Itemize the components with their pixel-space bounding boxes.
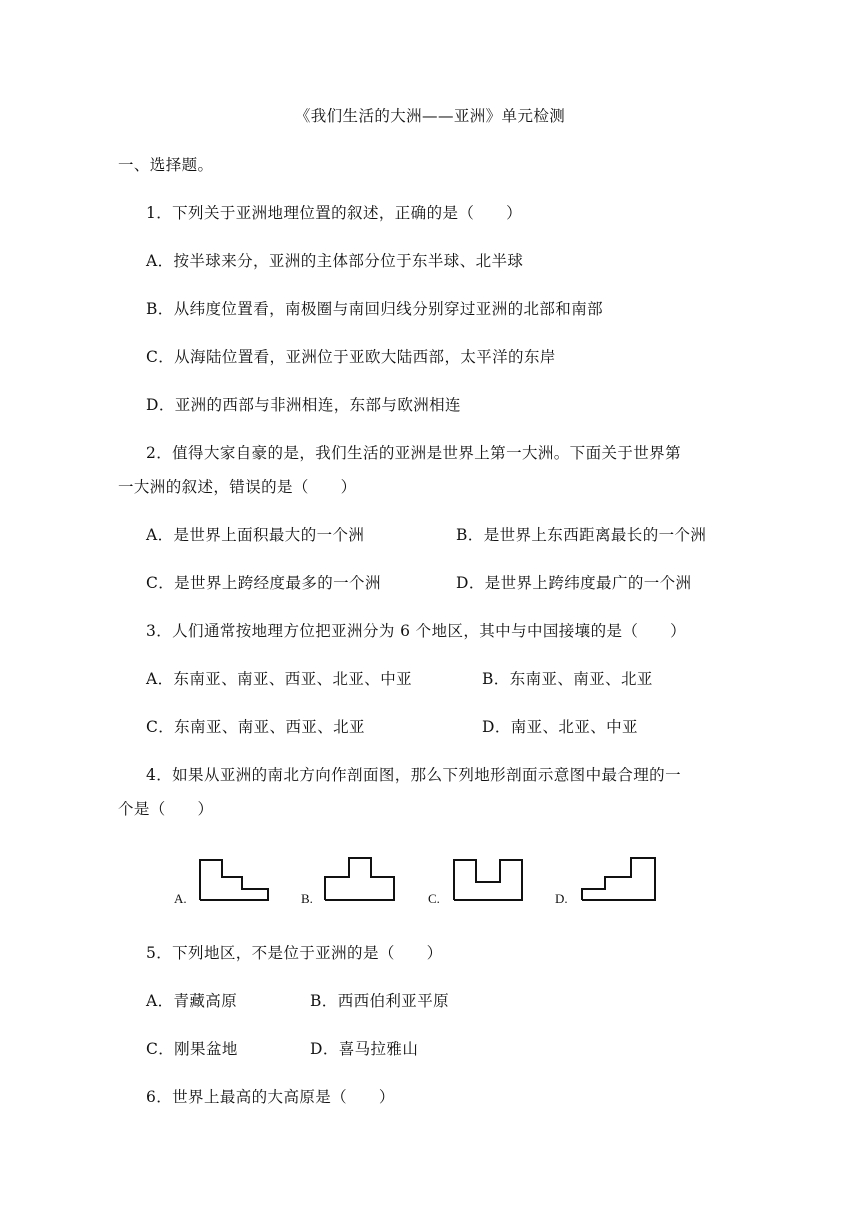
q1-option-a: A．按半球来分，亚洲的主体部分位于东半球、北半球 [146, 252, 524, 270]
q6-stem: 6．世界上最高的大高原是（ ） [146, 1088, 395, 1106]
profile-shape-c [426, 855, 531, 905]
section-heading: 一、选择题。 [118, 156, 214, 174]
q1-option-d: D．亚洲的西部与非洲相连，东部与欧洲相连 [146, 396, 461, 414]
profile-diagram-c [426, 855, 531, 905]
q2-option-b: B．是世界上东西距离最长的一个洲 [456, 526, 707, 544]
document-title: 《我们生活的大洲——亚洲》单元检测 [294, 107, 566, 125]
profile-diagram-b [299, 855, 404, 905]
q1-option-b: B．从纬度位置看，南极圈与南回归线分别穿过亚洲的北部和南部 [146, 300, 603, 318]
profile-shape-d [553, 855, 661, 905]
q2-stem-line2: 一大洲的叙述，错误的是（ ） [118, 478, 357, 496]
diagram-label-b: B. [301, 891, 313, 906]
q3-option-c: C．东南亚、南亚、西亚、北亚 [146, 718, 365, 736]
q4-stem-line1: 4．如果从亚洲的南北方向作剖面图，那么下列地形剖面示意图中最合理的一 [146, 766, 681, 784]
q2-option-c: C．是世界上跨经度最多的一个洲 [146, 574, 381, 592]
q5-option-d: D．喜马拉雅山 [310, 1040, 419, 1058]
q3-option-a: A．东南亚、南亚、西亚、北亚、中亚 [146, 670, 412, 688]
q5-stem: 5．下列地区，不是位于亚洲的是（ ） [146, 944, 443, 962]
profile-diagram-d [553, 855, 661, 905]
q2-option-d: D．是世界上跨纬度最广的一个洲 [456, 574, 692, 592]
diagram-label-a: A. [174, 891, 187, 906]
q1-option-c: C．从海陆位置看，亚洲位于亚欧大陆西部，太平洋的东岸 [146, 348, 556, 366]
profile-shape-b [299, 855, 404, 905]
q2-stem-line1: 2．值得大家自豪的是，我们生活的亚洲是世界上第一大洲。下面关于世界第 [146, 444, 681, 462]
q3-stem: 3．人们通常按地理方位把亚洲分为 6 个地区，其中与中国接壤的是（ ） [146, 622, 686, 640]
profile-diagram-a [172, 855, 277, 905]
q2-option-a: A．是世界上面积最大的一个洲 [146, 526, 365, 544]
q5-option-c: C．刚果盆地 [146, 1040, 238, 1058]
q3-option-d: D．南亚、北亚、中亚 [482, 718, 638, 736]
q3-option-b: B．东南亚、南亚、北亚 [482, 670, 653, 688]
q4-stem-line2: 个是（ ） [118, 800, 214, 818]
profile-shape-a [172, 855, 277, 905]
q5-option-a: A．青藏高原 [146, 992, 238, 1010]
diagram-label-c: C. [428, 891, 440, 906]
q5-option-b: B．西西伯利亚平原 [310, 992, 449, 1010]
diagram-label-d: D. [555, 891, 568, 906]
q1-stem: 1．下列关于亚洲地理位置的叙述，正确的是（ ） [146, 204, 522, 222]
